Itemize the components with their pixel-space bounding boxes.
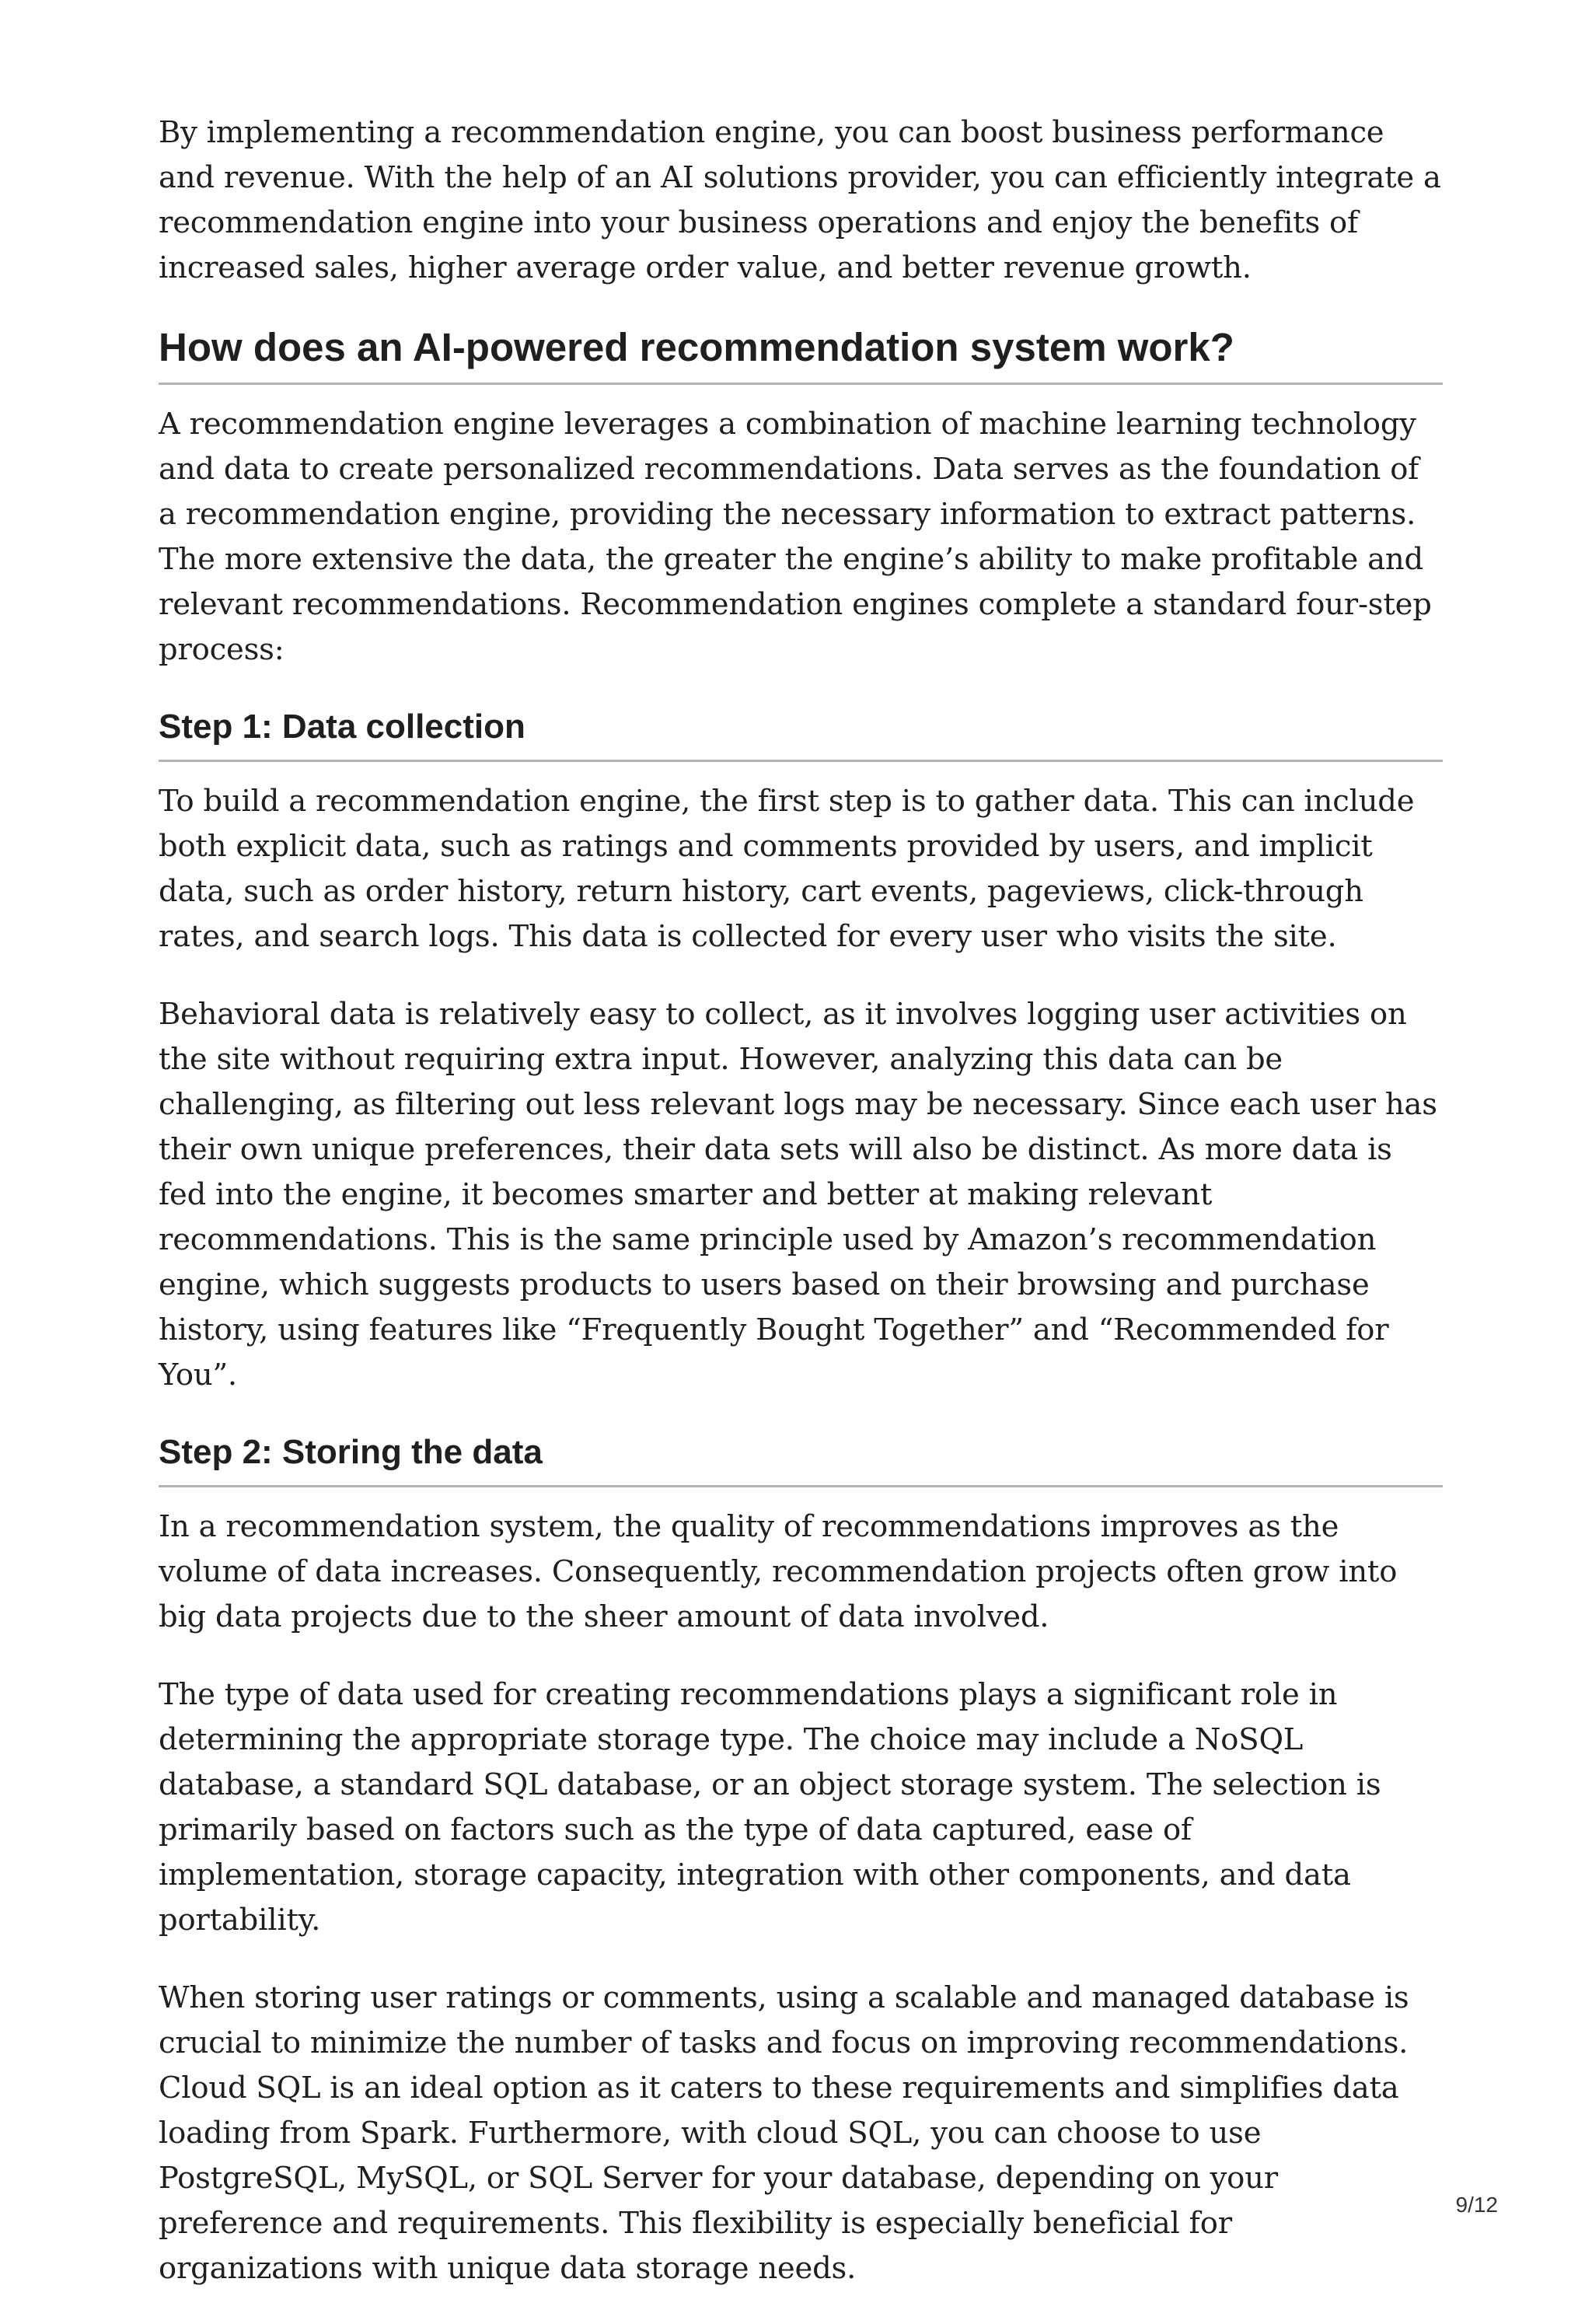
step-1-paragraph: Behavioral data is relatively easy to collect, as it involves logging user activities on the site without requiring extra input. However, analyzing this data can be challenging, as filtering out less relevant logs may be necessary. Since each user has their own unique preferences, their data sets will also be distinct. As more data is fed into the engine, it becomes smarter and better at making relevant recommendations. This is the same principle used by Amazon’s recommendation engine, which suggests products to users based on their browsing and purchase history, using features like “Frequently Bought Together” and “Recommended for You”. (159, 997, 1437, 1393)
step-2-heading: Step 2: Storing the data (159, 1431, 1443, 1487)
step-2-paragraph: In a recommendation system, the quality of recommendations improves as the volume of data increases. Consequently, recommendation projects often grow into big data projects due to the sheer amount of data involved. (159, 1509, 1398, 1634)
intro-paragraph: By implementing a recommendation engine, you can boost business performance and revenue. With the help of an AI solutions provider, you can efficiently integrate a recommendation engine into your business operations and enjoy the benefits of increased sales, higher average order value, and better revenue growth. (159, 115, 1441, 285)
section-how-it-works (159, 323, 1443, 673)
article-body (159, 110, 1443, 2324)
section-heading: How does an AI-powered recommendation system work? (159, 323, 1443, 385)
step-1-heading: Step 1: Data collection (159, 705, 1443, 762)
section-paragraph: A recommendation engine leverages a combination of machine learning technology and data to create personalized recommendations. Data serves as the foundation of a recommendation engine, providing the necessary information to extract patterns. The more extensive the data, the greater the engine’s ability to make profitable and relevant recommendations. Recommendation engines complete a standard four-step process: (159, 407, 1432, 667)
step-2-paragraph: The type of data used for creating recommendations plays a significant role in determining the appropriate storage type. The choice may include a NoSQL database, a standard SQL database, or an object storage system. The selection is primarily based on factors such as the type of data captured, ease of implementation, storage capacity, integration with other components, and data portability. (159, 1677, 1381, 1938)
page-number: 9/12 (1455, 2193, 1498, 2217)
step-2-paragraph: When storing user ratings or comments, using a scalable and managed database is crucial to minimize the number of tasks and focus on improving recommendations. Cloud SQL is an ideal option as it caters to these requirements and simplifies data loading from Spark. Furthermore, with cloud SQL, you can choose to use PostgreSQL, MySQL, or SQL Server for your database, depending on your preference and requirements. This flexibility is especially beneficial for organizations with unique data storage needs. (159, 1980, 1409, 2286)
section-step-2 (159, 1431, 1443, 2291)
section-step-1 (159, 705, 1443, 1398)
step-1-paragraph: To build a recommendation engine, the first step is to gather data. This can include both explicit data, such as ratings and comments provided by users, and implicit data, such as order history, return history, cart events, pageviews, click-through rates, and search logs. This data is collected for every user who visits the site. (159, 784, 1415, 954)
